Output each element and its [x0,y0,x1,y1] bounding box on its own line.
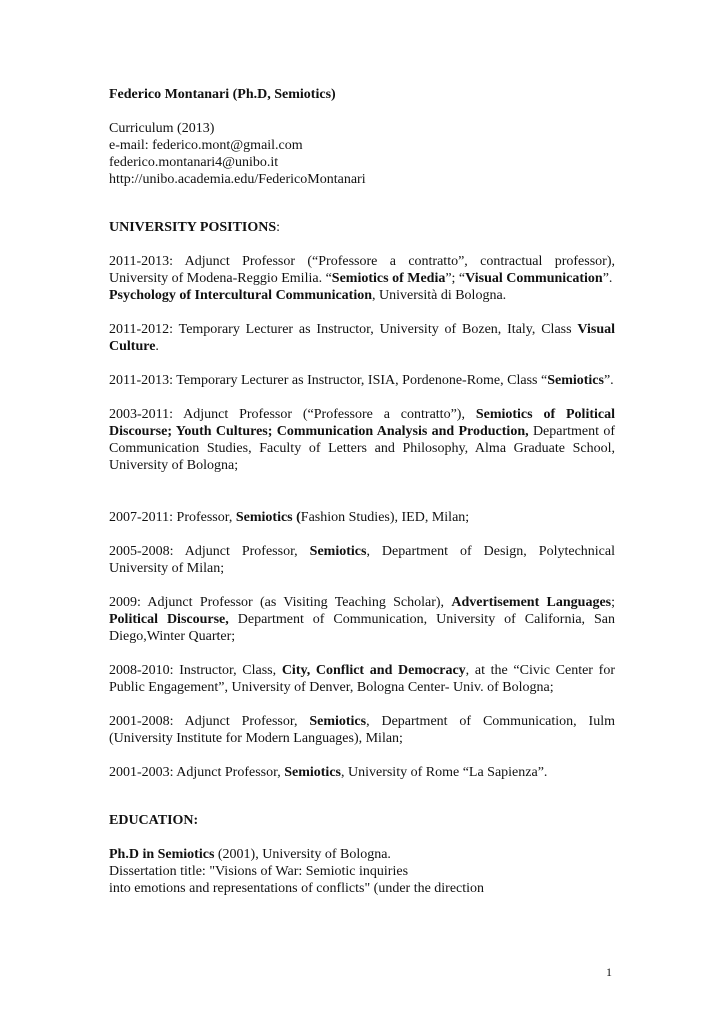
page-number: 1 [606,965,612,979]
curriculum-year: Curriculum (2013) [109,121,215,136]
position-entry: 2007-2011: Professor, Semiotics (Fashion Studies), IED, Milan; [109,510,470,525]
education-entry [109,846,615,897]
document-body [109,86,615,897]
position-entry: 2009: Adjunct Professor (as Visiting Teaching Scholar), Advertisement Languages; Political Discourse, Department of Communication, University of California, San Diego,Winter Quarter; [109,595,616,644]
position-entry: 2001-2003: Adjunct Professor, Semiotics, University of Rome “La Sapienza”. [109,765,548,780]
contact-block [109,120,615,188]
dissertation-line: Dissertation title: "Visions of War: Semiotic inquiries [109,864,409,879]
positions-heading: UNIVERSITY POSITIONS: [109,220,281,235]
position-entry: 2011-2012: Temporary Lecturer as Instructor, University of Bozen, Italy, Class Visual Culture. [109,322,615,354]
position-text: Psychology of Intercultural Communication, Università di Bologna. [109,288,507,303]
position-entry: 2001-2008: Adjunct Professor, Semiotics, Department of Communication, Iulm (University Institute for Modern Languages), Milan; [109,714,615,746]
position-entry: 2005-2008: Adjunct Professor, Semiotics, Department of Design, Polytechnical University of Milan; [109,544,615,576]
education-heading: EDUCATION: [109,813,199,828]
degree-line: Ph.D in Semiotics (2001), University of Bologna. [109,847,391,862]
dissertation-line: into emotions and representations of conflicts" (under the direction [109,881,485,896]
email-secondary: federico.montanari4@unibo.it [109,155,279,170]
position-entry: 2011-2013: Temporary Lecturer as Instructor, ISIA, Pordenone-Rome, Class “Semiotics”. [109,373,614,388]
email-line: e-mail: federico.mont@gmail.com [109,138,303,153]
position-text: 2011-2013: Adjunct Professor (“Professore a contratto”, contractual professor), University of Modena-Reggio Emilia. “Semiotics of Media”; “Visual Communication”. [109,254,615,286]
position-entry: 2003-2011: Adjunct Professor (“Professore a contratto”), Semiotics of Political Discourse; Youth Cultures; Communication Analysis and Production, Department of Communication Studies, Faculty of Letters and Philosophy, Alma Graduate School, University of Bologna; [109,407,615,473]
author-name: Federico Montanari (Ph.D, Semiotics) [109,87,336,102]
position-entry [109,253,615,304]
position-entry: 2008-2010: Instructor, Class, City, Conflict and Democracy, at the “Civic Center for Public Engagement”, University of Denver, Bologna Center- Univ. of Bologna; [109,663,615,695]
website-link[interactable]: http://unibo.academia.edu/FedericoMontanari [109,172,366,187]
